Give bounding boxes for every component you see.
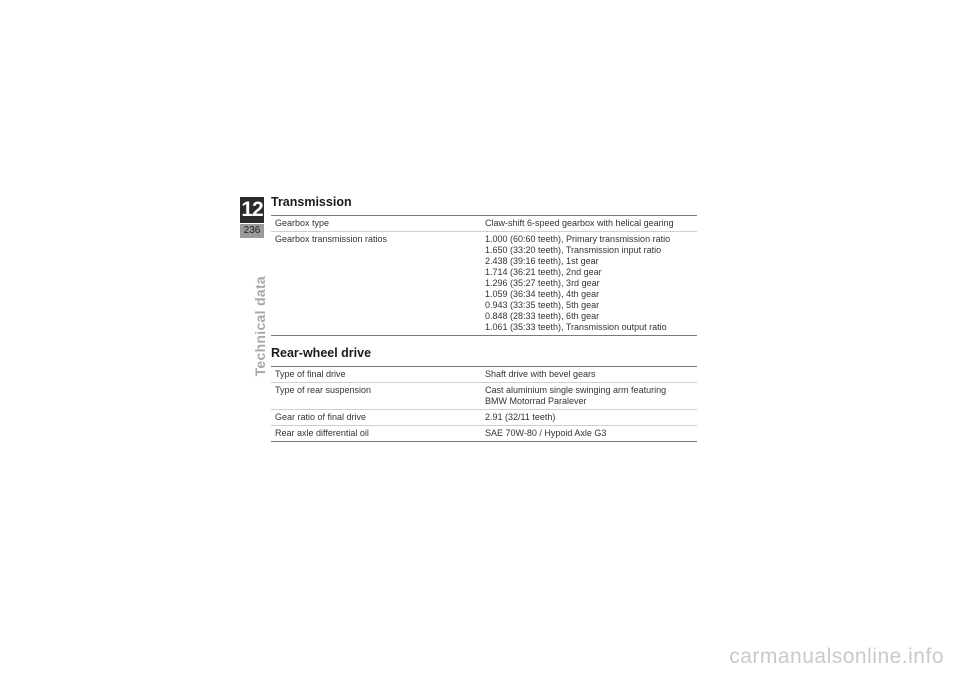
spec-value-line: Cast aluminium single swinging arm featuring [485,385,667,395]
section-rear-wheel-drive [271,346,697,442]
spec-value-line: 0.848 (28:33 teeth), 6th gear [485,311,600,321]
spec-value [485,412,697,423]
table-row [271,426,697,442]
table-row [271,232,697,336]
spec-value-line: 1.296 (35:27 teeth), 3rd gear [485,278,600,288]
watermark-text: carmanualsonline.info [729,645,944,668]
spec-label: Rear axle differential oil [275,428,369,438]
spec-value-line: 0.943 (33:35 teeth), 5th gear [485,300,600,310]
spec-value-line: 1.059 (36:34 teeth), 4th gear [485,289,600,299]
spec-value-line: 1.000 (60:60 teeth), Primary transmission ratio [485,234,671,244]
spec-label: Gear ratio of final drive [275,412,367,422]
spec-value [485,218,697,229]
table-row [271,383,697,410]
table-row [271,410,697,426]
spec-value-line: BMW Motorrad Paralever [485,396,587,406]
content-column [271,195,697,442]
section-spacer [271,336,697,346]
page-number: 236 [240,224,264,238]
spec-value-line: 1.061 (35:33 teeth), Transmission output ratio [485,322,667,332]
chapter-number-tab: 12 [241,198,263,221]
spec-value-line: 2.91 (32/11 teeth) [485,412,556,422]
spec-value-line: 1.650 (33:20 teeth), Transmission input ratio [485,245,662,255]
spec-value [485,428,697,439]
spec-value-line: Shaft drive with bevel gears [485,369,596,379]
table-row [271,216,697,232]
spec-table [271,366,697,442]
spec-value-line: 2.438 (39:16 teeth), 1st gear [485,256,599,266]
spec-value [485,234,697,333]
section-transmission [271,195,697,336]
chapter-side-title: Technical data [252,276,268,377]
section-heading: Rear-wheel drive [271,346,372,360]
spec-label: Type of rear suspension [275,385,372,395]
table-row [271,367,697,383]
spec-value [485,369,697,380]
spec-table [271,215,697,336]
section-heading: Transmission [271,195,352,209]
spec-label: Type of final drive [275,369,346,379]
spec-label: Gearbox transmission ratios [275,234,388,244]
spec-value-line: Claw-shift 6-speed gearbox with helical gearing [485,218,674,228]
spec-value-line: 1.714 (36:21 teeth), 2nd gear [485,267,602,277]
spec-value [485,385,697,407]
spec-label: Gearbox type [275,218,330,228]
spec-value-line: SAE 70W-80 / Hypoid Axle G3 [485,428,607,438]
